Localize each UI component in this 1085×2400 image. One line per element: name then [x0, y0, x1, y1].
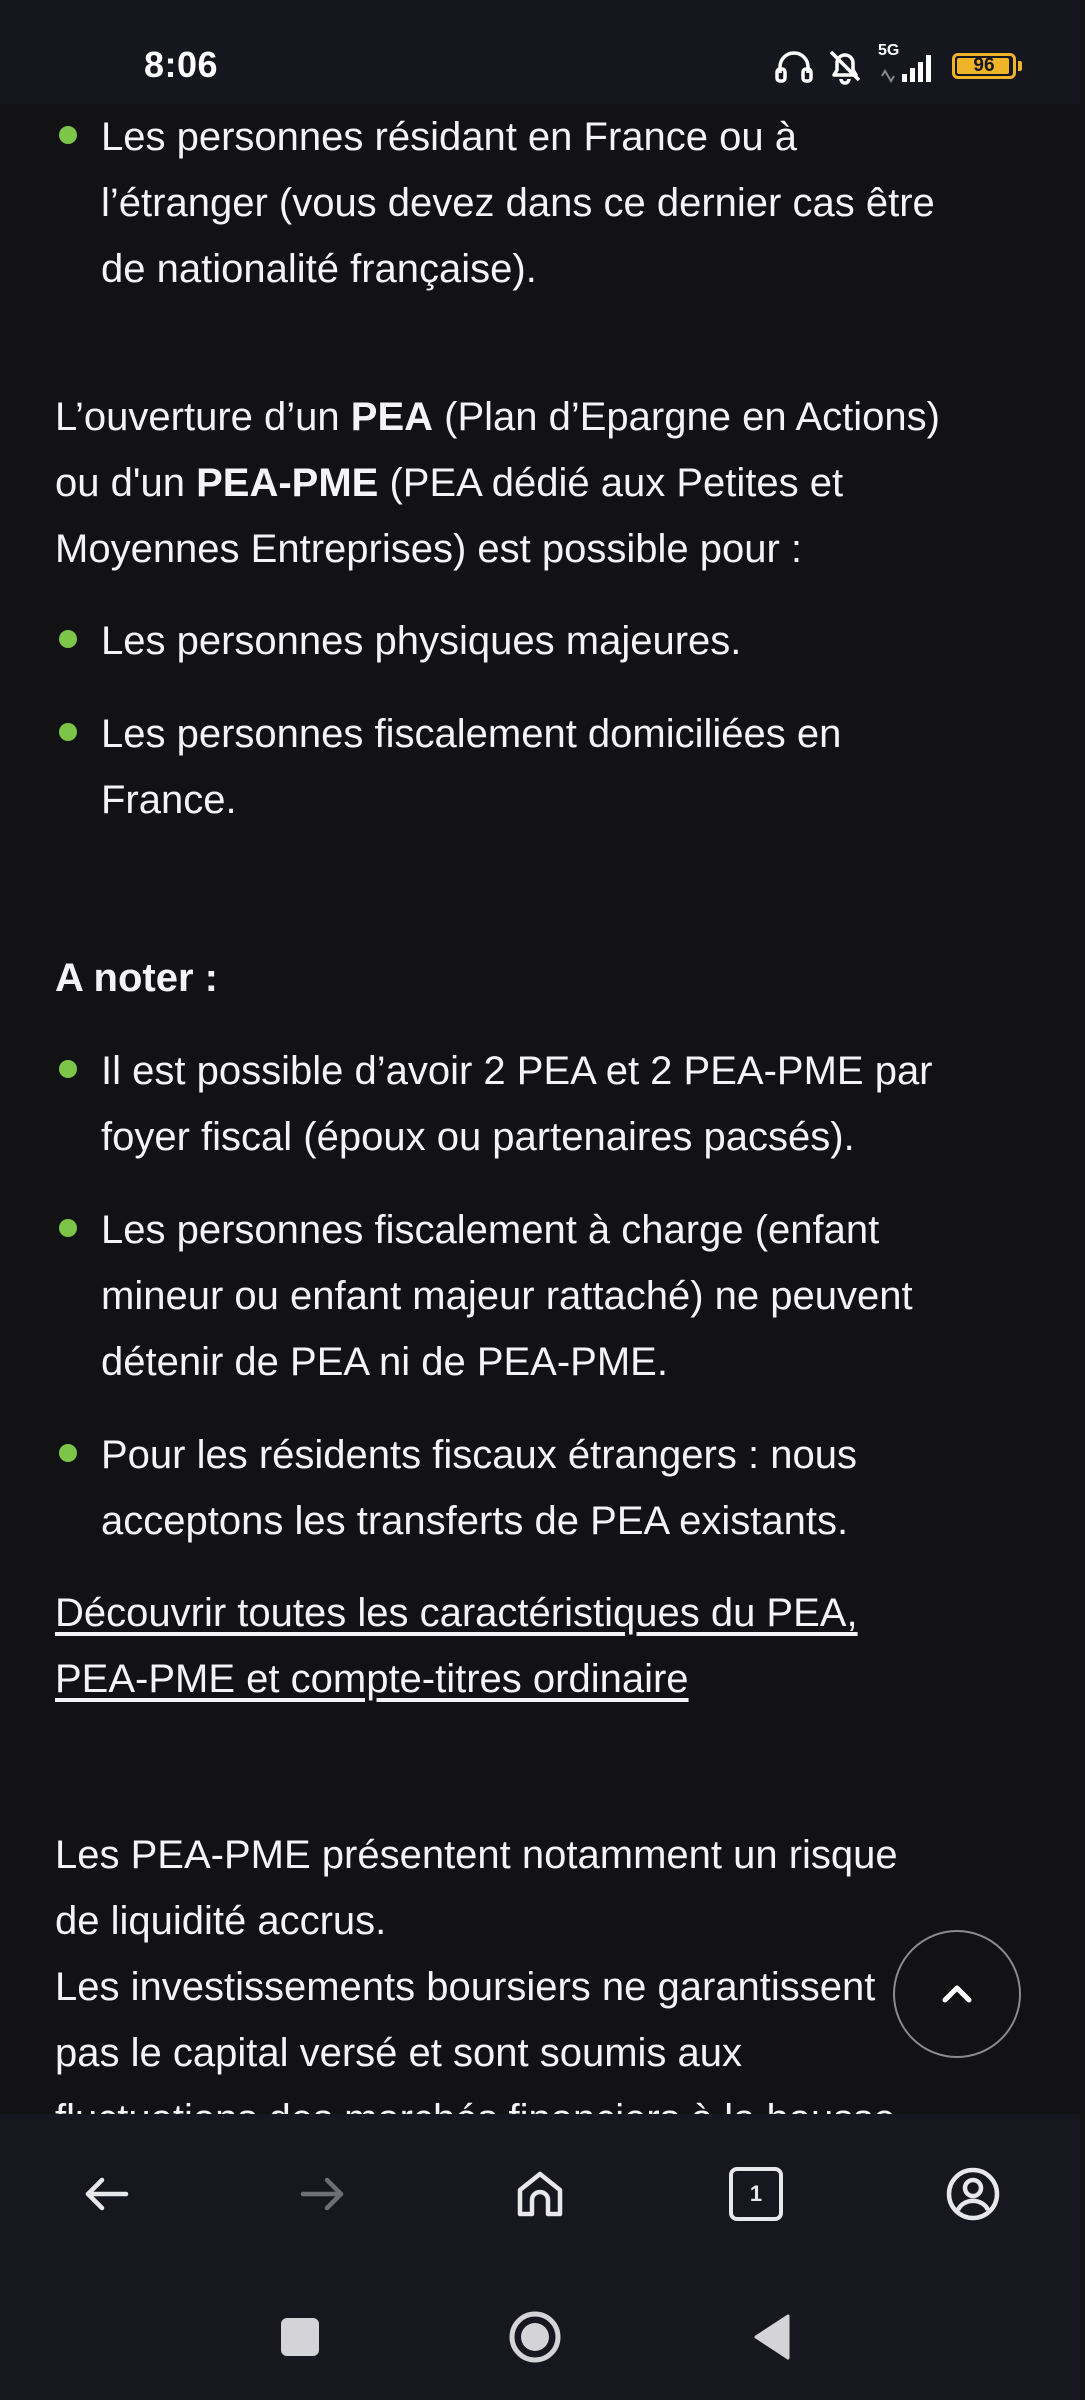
forward-button[interactable] — [283, 2154, 363, 2234]
bullet-line: Les personnes résidant en France ou à — [101, 115, 797, 159]
battery-icon — [952, 53, 1022, 79]
bold-pea-pme: PEA-PME — [196, 461, 379, 505]
scroll-to-top-button[interactable] — [893, 1930, 1021, 2058]
bullet-line: Pour les résidents fiscaux étrangers : nous — [101, 1433, 857, 1477]
list-item — [55, 104, 1071, 302]
recents-button[interactable] — [250, 2274, 350, 2400]
forward-arrow-icon — [297, 2168, 349, 2220]
battery-tip — [1018, 61, 1022, 71]
status-time: 8:06 — [144, 44, 219, 85]
system-nav-bar — [0, 2274, 1080, 2400]
bullet-line: de nationalité française). — [101, 247, 537, 291]
bullet-line: mineur ou enfant majeur rattaché) ne peuvent — [101, 1274, 913, 1318]
bell-muted-icon — [826, 47, 864, 85]
bullet-dot — [59, 126, 77, 144]
system-home-button[interactable] — [485, 2274, 585, 2400]
home-circle-icon — [507, 2309, 563, 2365]
headset-icon — [774, 47, 814, 85]
home-button[interactable] — [500, 2154, 580, 2234]
note-heading: A noter : — [55, 956, 218, 1000]
status-icons — [774, 42, 1022, 86]
tabs-button[interactable] — [716, 2154, 796, 2234]
battery-level: 96 — [973, 55, 995, 76]
account-icon — [944, 2165, 1002, 2223]
back-triangle-icon — [750, 2312, 794, 2362]
bullet-line: France. — [101, 778, 237, 822]
tab-count: 1 — [749, 2181, 763, 2206]
bullet-dot — [59, 1060, 77, 1078]
account-button[interactable] — [933, 2154, 1013, 2234]
paragraph-line: Les PEA-PME présentent notamment un risque — [55, 1833, 898, 1877]
characteristics-link[interactable] — [55, 1580, 1035, 1712]
page-content[interactable] — [0, 104, 1080, 2114]
text-span: (Plan d’Epargne en Actions) — [433, 395, 940, 439]
text-span: (PEA dédié aux Petites et — [378, 461, 844, 505]
bullet-line: l’étranger (vous devez dans ce dernier cas être — [101, 181, 935, 225]
list-item — [55, 1197, 1071, 1395]
back-button[interactable] — [66, 2154, 146, 2234]
list-item — [55, 701, 1071, 833]
battery-body — [952, 53, 1016, 79]
bullet-dot — [59, 630, 77, 648]
status-bar — [0, 0, 1080, 104]
link-line[interactable]: PEA-PME et compte-titres ordinaire — [55, 1657, 689, 1701]
list-item — [55, 1038, 1071, 1170]
back-arrow-icon — [80, 2168, 132, 2220]
link-line[interactable]: Découvrir toutes les caractéristiques du PEA, — [55, 1591, 858, 1635]
tabs-icon — [729, 2167, 783, 2221]
bullet-line: Les personnes fiscalement à charge (enfant — [101, 1208, 880, 1252]
browser-toolbar — [0, 2114, 1080, 2274]
recents-square-icon — [281, 2318, 319, 2356]
bullet-line: Les personnes fiscalement domiciliées en — [101, 712, 842, 756]
bullet-line: détenir de PEA ni de PEA-PME. — [101, 1340, 668, 1384]
paragraph-line — [55, 384, 1035, 450]
paragraph-line: pas le capital versé et sont soumis aux — [55, 2031, 743, 2075]
network-label: 5G — [878, 42, 900, 59]
pea-paragraph — [55, 384, 1035, 582]
bullet-line: Les personnes physiques majeures. — [101, 619, 742, 663]
chevron-up-icon — [937, 1974, 977, 2014]
home-icon — [512, 2166, 568, 2222]
text-span: ou d'un — [55, 461, 197, 505]
system-back-button[interactable] — [722, 2274, 822, 2400]
bullet-dot — [59, 1444, 77, 1462]
paragraph-line: Les investissements boursiers ne garantissent — [55, 1965, 876, 2009]
bold-pea: PEA — [350, 395, 434, 439]
bullet-line: Il est possible d’avoir 2 PEA et 2 PEA-PME par — [101, 1049, 933, 1093]
bullet-line: foyer fiscal (époux ou partenaires pacsés). — [101, 1115, 855, 1159]
paragraph-line: Moyennes Entreprises) est possible pour : — [55, 527, 803, 571]
bullet-line: acceptons les transferts de PEA existants. — [101, 1499, 849, 1543]
bullet-dot — [59, 1219, 77, 1237]
paragraph-line: de liquidité accrus. — [55, 1899, 387, 1943]
text-span: L’ouverture d’un — [55, 395, 351, 439]
paragraph-line — [55, 450, 1035, 516]
bullet-dot — [59, 723, 77, 741]
signal-5g-icon — [876, 42, 940, 86]
list-item — [55, 608, 1071, 674]
list-item — [55, 1422, 1071, 1554]
